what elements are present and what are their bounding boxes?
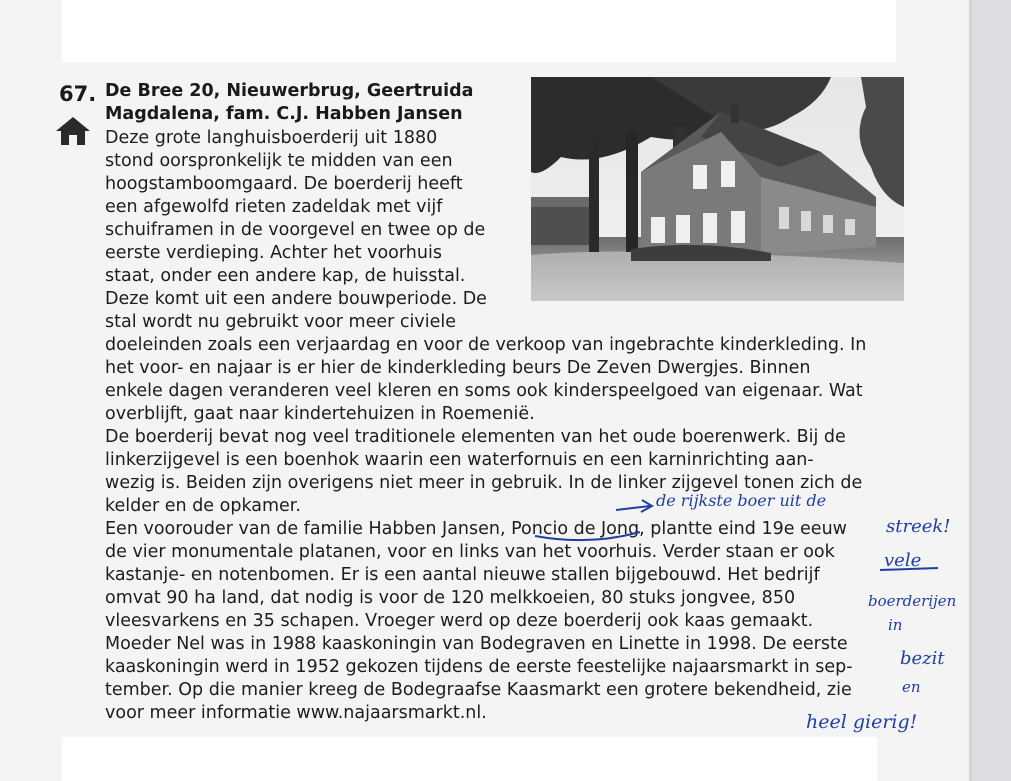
house-icon [55,115,91,147]
note-region: streek! [886,516,951,537]
body-line: omvat 90 ha land, dat nodig is voor de 120 melkkoeien, 80 stuks jongvee, 850 [105,588,796,608]
body-line: Moeder Nel was in 1988 kaaskoningin van Bodegraven en Linette in 1998. De eerste [105,634,848,654]
body-line: kaaskoningin werd in 1952 gekozen tijdens de eerste feestelijke najaarsmarkt in sep- [105,657,853,677]
body-line: stond oorspronkelijk te midden van een [105,151,453,171]
body-line: stal wordt nu gebruikt voor meer civiele [105,312,456,332]
title-line: De Bree 20, Nieuwerbrug, Geertruida [105,81,474,101]
body-line: voor meer informatie www.najaarsmarkt.nl. [105,703,487,723]
note-very-stingy: heel gierig! [806,711,918,733]
body-line: Deze grote langhuisboerderij uit 1880 [105,128,438,148]
body-line: vleesvarkens en 35 schapen. Vroeger werd op deze boerderij ook kaas gemaakt. [105,611,814,631]
body-line: het voor- en najaar is er hier de kinderkleding beurs De Zeven Dwergjes. Binnen [105,358,811,378]
page-edge-strip [972,0,1011,781]
body-line: De boerderij bevat nog veel traditionele elementen van het oude boerenwerk. Bij de [105,427,846,447]
body-line: tember. Op die manier kreeg de Bodegraafse Kaasmarkt een grotere bekendheid, zie [105,680,852,700]
note-and: en [902,678,921,696]
body-line: eerste verdieping. Achter het voorhuis [105,243,442,263]
top-white-mask [62,0,896,62]
body-line: een afgewolfd rieten zadeldak met vijf [105,197,443,217]
bottom-white-mask [62,737,877,781]
body-line: overblijft, gaat naar kindertehuizen in Roemenië. [105,404,535,424]
body-line: Een voorouder van de familie Habben Jansen, Poncio de Jong, plantte eind 19e eeuw [105,519,847,539]
note-farms: boerderijen [868,592,957,610]
note-in: in [888,616,903,634]
body-line: staat, onder een andere kap, de huisstal. [105,266,466,286]
note-richest-farmer: de rijkste boer uit de [656,491,827,510]
body-line: schuiframen in de voorgevel en twee op de [105,220,486,240]
entry-number: 67. [59,82,97,106]
body-line: kastanje- en notenbomen. Er is een aantal nieuwe stallen bijgebouwd. Het bedrijf [105,565,820,585]
note-owned: bezit [900,648,945,669]
entry-title [105,80,525,126]
body-line: wezig is. Beiden zijn overigens niet meer in gebruik. In de linker zijgevel tonen zich de [105,473,863,493]
farmhouse-photo [531,77,904,301]
title-line: Magdalena, fam. C.J. Habben Jansen [105,104,463,124]
note-many: vele [884,550,922,571]
body-line: de vier monumentale platanen, voor en links van het voorhuis. Verder staan er ook [105,542,835,562]
body-line: Deze komt uit een andere bouwperiode. De [105,289,487,309]
body-line: doeleinden zoals een verjaardag en voor de verkoop van ingebrachte kinderkleding. In [105,335,867,355]
body-line: enkele dagen veranderen veel kleren en soms ook kinderspeelgoed van eigenaar. Wat [105,381,863,401]
body-line: linkerzijgevel is een boenhok waarin een waterfornuis en een karninrichting aan- [105,450,814,470]
body-line: hoogstamboomgaard. De boerderij heeft [105,174,463,194]
body-line: kelder en de opkamer. [105,496,301,516]
